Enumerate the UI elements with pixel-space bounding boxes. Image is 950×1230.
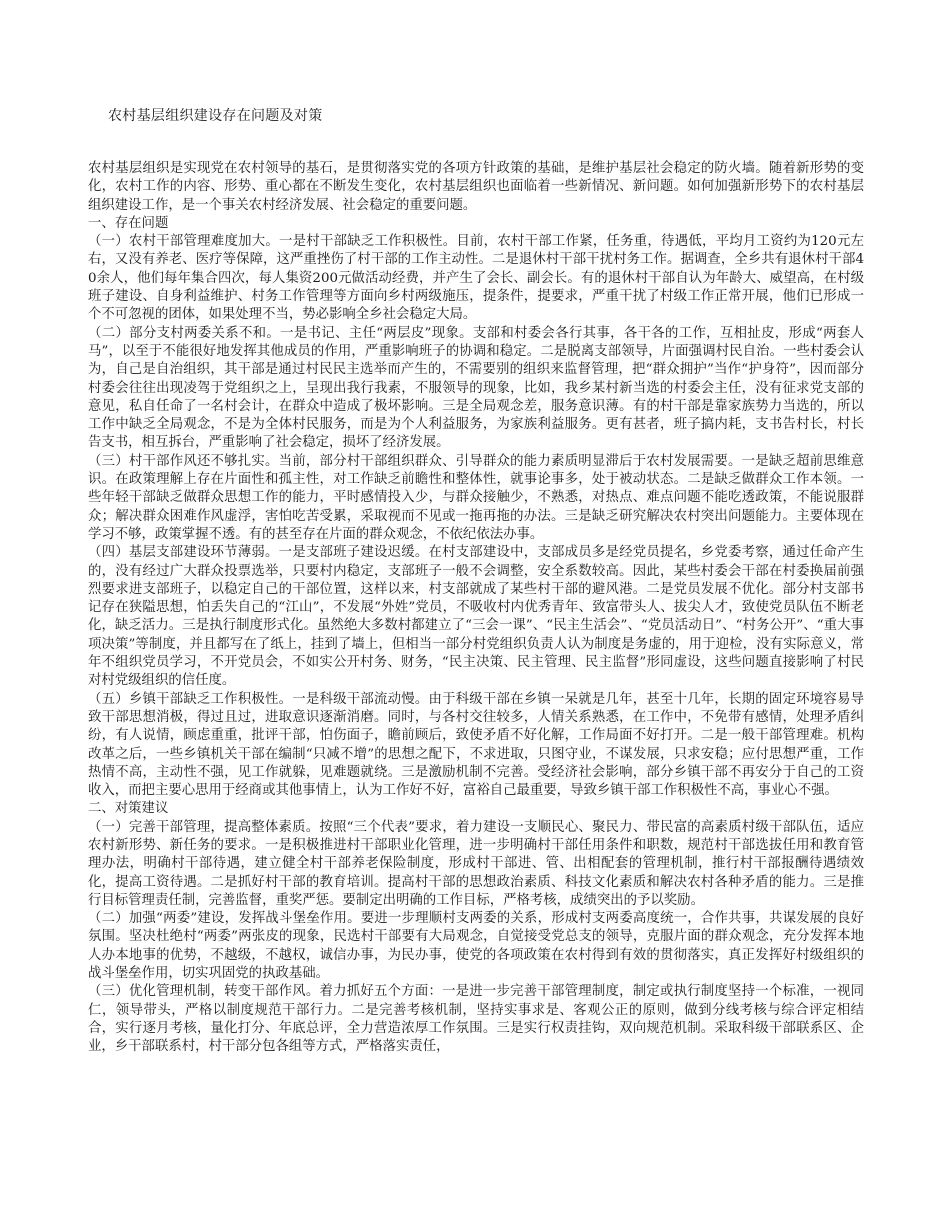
problem-paragraph-2: （二）部分支村两委关系不和。一是书记、主任“两层皮”现象。支部和村委会各行其事，各干各的工作，互相扯皮，形成“两套人马”，以至于不能很好地发挥其他成员的作用，严重影响班子的协调和稳定。二是脱离支部领导，片面强调村民自治。一些村委会认为，自己是自治组织，其干部是通过村民民主选举而产生的，不需要别的组织来监督管理，把“群众拥护”当作“护身符”，因而部分村委会往往出现凌驾于党组织之上，呈现出我行我素，不服领导的现象，比如，我乡某村新当选的村委会主任，没有征求党支部的意见，私自任命了一名村会计，在群众中造成了极坏影响。三是全局观念差，服务意识薄。有的村干部是靠家族势力当选的，所以工作中缺乏全局观念，不是为全体村民服务，而是为个人利益服务，为家族利益服务。更有甚者，班子搞内耗，支书告村长，村长告支书，相互拆台，严重影响了社会稳定，损坏了经济发展。 — [88, 325, 864, 451]
document-body — [88, 160, 864, 1057]
suggestion-paragraph-3: （三）优化管理机制，转变干部作风。着力抓好五个方面：一是进一步完善干部管理制度，制定或执行制度坚持一个标准，一视同仁，领导带头，严格以制度规范干部行力。二是完善考核机制，坚持实事求是、客观公正的原则，做到分线考核与综合评定相结合，实行逐月考核，量化打分、年底总评，全力营造浓厚工作氛围。三是实行权责挂钩，双向规范机制。采取科级干部联系区、企业，乡干部联系村，村干部分包各组等方式，严格落实责任， — [88, 984, 864, 1055]
problem-paragraph-1: （一）农村干部管理难度加大。一是村干部缺乏工作积极性。目前，农村干部工作紧，任务重，待遇低，平均月工资约为120元左右，又没有养老、医疗等保障，这严重挫伤了村干部的工作主动性。二是退休村干部干扰村务工作。据调查，全乡共有退休村干部40余人，他们每年集合四次，每人集资200元做活动经费，并产生了会长、副会长。有的退休村干部自认为年龄大、威望高，在村级班子建设、自身利益维护、村务工作管理等方面向乡村两级施压，提条件，提要求，严重干扰了村级工作正常开展，他们已形成一个不可忽视的团体，如果处理不当，势必影响全乡社会稳定大局。 — [88, 234, 864, 323]
problem-paragraph-4: （四）基层支部建设环节薄弱。一是支部班子建设迟缓。在村支部建设中，支部成员多是经党员提名，乡党委考察，通过任命产生的，没有经过广大群众投票选举，只要村内稳定，支部班子一般不会调整，安全系数较高。因此，某些村委会干部在村委换届前强烈要求进支部班子，以稳定自己的干部位置，这样以来，村支部就成了某些村干部的避风港。二是党员发展不优化。部分村支部书记存在狭隘思想，怕丢失自己的“江山”，不发展“外姓”党员，不吸收村内优秀青年、致富带头人、拔尖人才，致使党员队伍不断老化，缺乏活力。三是执行制度形式化。虽然绝大多数村都建立了“三会一课”、“民主生活会”、“党员活动日”、“村务公开”、“重大事项决策”等制度，并且都写在了纸上，挂到了墙上，但相当一部分村党组织负责人认为制度是务虚的，用于迎检，没有实际意义，常年不组织党员学习，不开党员会，不如实公开村务、财务，“民主决策、民主管理、民主监督”形同虚设，这些问题直接影响了村民对村党级组织的信任度。 — [88, 545, 864, 689]
problem-paragraph-3: （三）村干部作风还不够扎实。当前，部分村干部组织群众、引导群众的能力素质明显滞后于农村发展需要。一是缺乏超前思维意识。在政策理解上存在片面性和孤主性，对工作缺乏前瞻性和整体性，就事论事多，处于被动状态。二是缺乏做群众工作本领。一些年轻干部缺乏做群众思想工作的能力，平时感情投入少，与群众接触少，不熟悉，对热点、难点问题不能吃透政策，不能说服群众；解决群众困难作风虚浮，害怕吃苦受累，采取视而不见或一拖再拖的办法。三是缺乏研究解决农村突出问题能力。主要体现在学习不够，政策掌握不透。有的甚至存在片面的群众观念，不依纪依法办事。 — [88, 453, 864, 542]
suggestion-paragraph-1: （一）完善干部管理，提高整体素质。按照“三个代表”要求，着力建设一支顺民心、聚民力、带民富的高素质村级干部队伍，适应农村新形势、新任务的要求。一是积极推进村干部职业化管理，进一步明确村干部任用条件和职数，规范村干部选拔任用和教育管理办法，明确村干部待遇，建立健全村干部养老保险制度，形成村干部进、管、出相配套的管理机制，推行村干部报酬待遇绩效化，提高工资待遇。二是抓好村干部的教育培训。提高村干部的思想政治素质、科技文化素质和解决农村各种矛盾的能力。三是推行目标管理责任制，完善监督，重奖严惩。要制定出明确的工作目标，严格考核，成绩突出的予以奖励。 — [88, 819, 864, 908]
intro-paragraph: 农村基层组织是实现党在农村领导的基石，是贯彻落实党的各项方针政策的基础，是维护基层社会稳定的防火墙。随着新形势的变化，农村工作的内容、形势、重心都在不断发生变化，农村基层组织也面临着一些新情况、新问题。如何加强新形势下的农村基层组织建设工作，是一个事关农村经济发展、社会稳定的重要问题。 — [88, 161, 864, 213]
suggestion-paragraph-2: （二）加强“两委”建设，发挥战斗堡垒作用。要进一步理顺村支两委的关系，形成村支两委高度统一，合作共事，共谋发展的良好氛围。坚决杜绝村“两委”两张皮的现象，民选村干部要有大局观念，自觉接受党总支的领导，克服片面的群众观念，充分发挥本地人办本地事的优势，不越级，不越权，诚信办事，为民办事，使党的各项政策在农村得到有效的贯彻落实，真正发挥好村级组织的战斗堡垒作用，切实巩固党的执政基础。 — [88, 911, 864, 982]
problem-paragraph-5: （五）乡镇干部缺乏工作积极性。一是科级干部流动慢。由于科级干部在乡镇一呆就是几年，甚至十几年，长期的固定环境容易导致干部思想消极，得过且过，进取意识逐渐消磨。同时，与各村交往较多，人情关系熟悉，在工作中，不免带有感情，处理矛盾纠纷，有人说情，顾虑重重，批评干部，怕伤面子，瞻前顾后，致使矛盾不好化解，工作局面不好打开。二是一般干部管理难。机构改革之后，一些乡镇机关干部在编制“只减不增”的思想之配下，不求进取，只图守业，不谋发展，只求安稳；应付思想严重，工作热情不高，主动性不强，见工作就躲，见难题就绕。三是激励机制不完善。受经济社会影响，部分乡镇干部不再安分于自己的工资收入，而把主要心思用于经商或其他事情上，认为工作好不好，富裕自己最重要，导致乡镇干部工作积极性不高，事业心不强。 — [88, 691, 864, 799]
section-heading-suggestions: 二、对策建议 — [88, 801, 169, 817]
document-title: 农村基层组织建设存在问题及对策 — [108, 108, 323, 124]
section-heading-problems: 一、存在问题 — [88, 215, 169, 231]
